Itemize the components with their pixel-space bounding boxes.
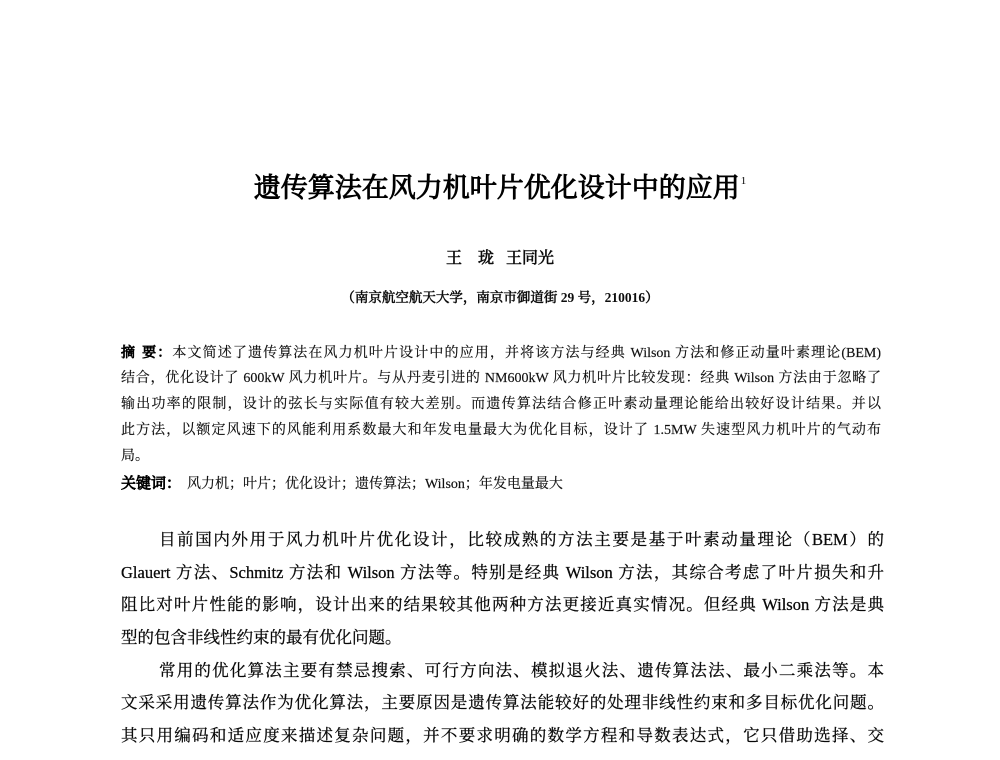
- keywords-text: 风力机；叶片；优化设计；遗传算法；Wilson；年发电量最大: [187, 477, 563, 492]
- keywords: [121, 470, 881, 496]
- author-affiliation: （南京航空航天大学，南京市御道街 29 号，210016）: [341, 290, 659, 305]
- abstract-line: 此方法，以额定风速下的风能利用系数最大和年发电量最大为优化目标，设计了 1.5MW 失速型风力机叶片的气动布: [121, 423, 881, 438]
- body-text: [121, 524, 884, 753]
- body-line: 目前国内外用于风力机叶片优化设计，比较成熟的方法主要是基于叶素动量理论（BEM）的: [159, 530, 884, 549]
- author-list: [0, 247, 1000, 269]
- abstract-line: 局。: [121, 449, 149, 464]
- abstract-line: [121, 340, 881, 366]
- abstract-line: 结合，优化设计了 600kW 风力机叶片。与从丹麦引进的 NM600kW 风力机叶片比较发现：经典 Wilson 方法由于忽略了: [121, 371, 881, 386]
- abstract-line: 输出功率的限制，设计的弦长与实际值有较大差别。而遗传算法结合修正叶素动量理论能给出较好设计结果。并以: [121, 397, 881, 412]
- author-name: 王同光: [506, 248, 555, 267]
- body-line: 阻比对叶片性能的影响，设计出来的结果较其他两种方法更接近真实情况。但经典 Wilson 方法是典: [121, 595, 884, 615]
- abstract-line-text: 本文简述了遗传算法在风力机叶片设计中的应用，并将该方法与经典 Wilson 方法和修正动量叶素理论(BEM): [172, 346, 881, 361]
- abstract: [121, 340, 881, 496]
- keywords-label: 关键词：: [121, 474, 182, 492]
- author-name: 王 珑: [445, 248, 494, 267]
- body-line: 常用的优化算法主要有禁忌搜索、可行方向法、模拟退火法、遗传算法法、最小二乘法等。本: [159, 660, 884, 680]
- paper-title: [0, 172, 1000, 211]
- paper-title-text: 遗传算法在风力机叶片优化设计中的应用: [253, 173, 740, 204]
- body-paragraph: [121, 524, 884, 655]
- body-paragraph: [121, 655, 884, 753]
- body-line: 文采采用遗传算法作为优化算法，主要原因是遗传算法能较好的处理非线性约束和多目标优化问题。: [121, 693, 884, 713]
- body-line: 型的包含非线性约束的最有优化问题。: [121, 628, 402, 648]
- abstract-label: 摘 要：: [121, 345, 173, 361]
- body-line: Glauert 方法、Schmitz 方法和 Wilson 方法等。特别是经典 Wilson 方法，其综合考虑了叶片损失和升: [121, 562, 884, 582]
- title-footnote-mark: 1: [740, 175, 747, 187]
- body-line: 其只用编码和适应度来描述复杂问题，并不要求明确的数学方程和导数表达式，它只借助选择、交: [121, 726, 884, 746]
